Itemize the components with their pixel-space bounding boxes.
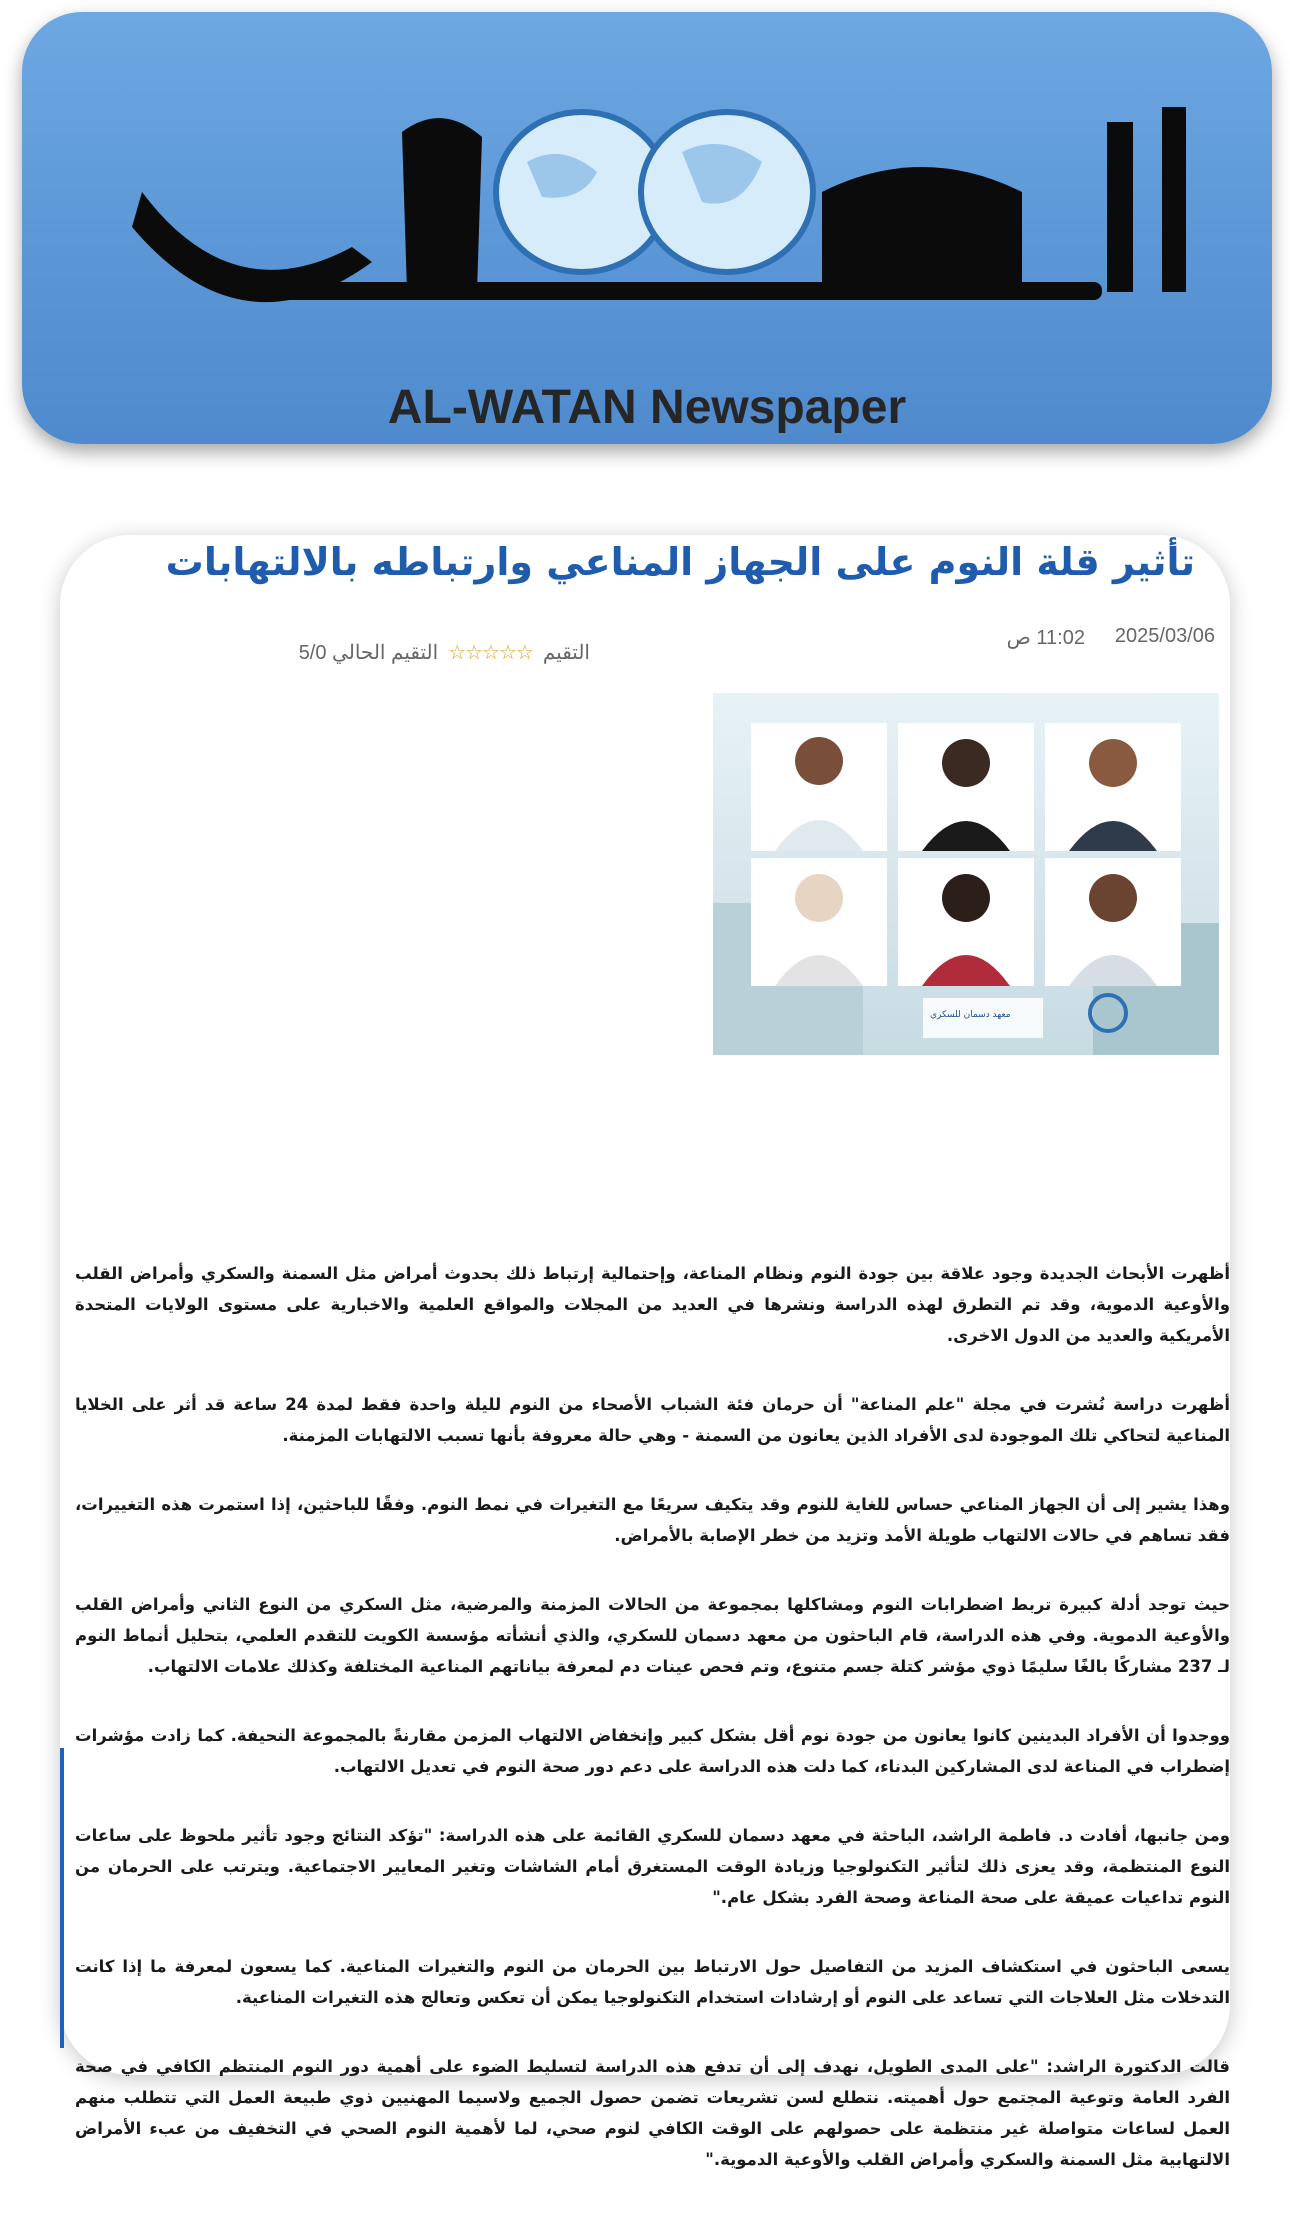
paragraph: ووجدوا أن الأفراد البدينين كانوا يعانون من جودة نوم أقل بشكل كبير وإنخفاض الالتهاب المزمن مقارنةً بالمجموعة النحيفة. كما زادت مؤشرات إضطراب في المناعة لدى المشاركين البدناء، كما دلت هذه الدراسة على دعم دور صحة النوم في تعديل الالتهاب.	[75, 1726, 1230, 1776]
rating-widget	[299, 640, 590, 665]
paragraph: أظهرت دراسة نُشرت في مجلة "علم المناعة" أن حرمان فئة الشباب الأصحاء من النوم لليلة واحدة فقط لمدة 24 ساعة قد أثر على الخلايا المناعية لتحاكي تلك الموجودة لدى الأفراد الذين يعانون من السمنة - وهي حالة معروفة بأنها تسبب الالتهابات المزمنة.	[75, 1395, 1231, 1445]
article-title: تأثير قلة النوم على الجهاز المناعي وارتباطه بالالتهابات	[165, 540, 1195, 584]
portrait-row-bottom	[751, 858, 1181, 986]
article-photo	[713, 693, 1219, 1055]
masthead-english-title: AL-WATAN Newspaper	[387, 381, 907, 434]
paragraph: وهذا يشير إلى أن الجهاز المناعي حساس للغاية للنوم وقد يتكيف سريعًا مع التغيرات في نمط النوم. وفقًا للباحثين، إذا استمرت هذه التغييرات، فقد تساهم في حالات الالتهاب طويلة الأمد وتزيد من خطر الإصابة بالأمراض.	[75, 1495, 1230, 1545]
paragraph: أظهرت الأبحاث الجديدة وجود علاقة بين جودة النوم ونظام المناعة، وإحتمالية إرتباط ذلك بحدوث أمراض مثل السمنة والسكري وأمراض القلب والأوعية الدموية، وقد تم التطرق لهذه الدراسة ونشرها في العديد من المجلات والمواقع العلمية والاخبارية على مستوى الولايات المتحدة الأمريكية والعديد من الدول الاخرى.	[75, 1264, 1230, 1345]
portrait-row-top	[751, 723, 1181, 851]
paragraph: يسعى الباحثون في استكشاف المزيد من التفاصيل حول الارتباط بين الحرمان من النوم والتغيرات المناعية. كما يسعون لمعرفة ما إذا كانت التدخلات مثل العلاجات التي تساعد على النوم أو إرشادات استخدام التكنولوجيا يمكن أن تعكس وتعالج هذه التغيرات المناعية.	[75, 1957, 1230, 2007]
paragraph: قالت الدكتورة الراشد: "على المدى الطويل، نهدف إلى أن تدفع هذه الدراسة لتسليط الضوء على أهمية دور النوم المنتظم الكافي في صحة الفرد العامة وتوعية المجتمع حول أهميته. نتطلع لسن تشريعات تضمن حصول الجميع ولاسيما المهنيين ذوي طبيعة العمل التي تتطلب منهم العمل لساعات متواصلة غير منتظمة على حصولهم على الوقت الكافي لنوم صحي، لما لأهمية النوم الصحي في التخفيف من عبء الأمراض الالتهابية مثل السمنة والسكري وأمراض القلب والأوعية الدموية."	[75, 2057, 1230, 2169]
rating-stars-icon[interactable]: ☆☆☆☆☆	[448, 642, 533, 664]
article-time: 11:02 ص	[1006, 627, 1085, 649]
paragraph: ومن جانبها، أفادت د. فاطمة الراشد، الباحثة في معهد دسمان للسكري القائمة على هذه الدراسة: "تؤكد النتائج وجود تأثير ملحوظ على ساعات النوع المنتظمة، وقد يعزى ذلك لتأثير التكنولوجيا وزيادة الوقت المستغرق أمام الشاشات وتغير المعايير الاجتماعية. ويترتب على الحرمان من النوم تداعيات عميقة على صحة المناعة وصحة الفرد بشكل عام."	[75, 1826, 1230, 1907]
rating-label: التقيم	[542, 642, 590, 664]
photo-institute-logo-text: معهد دسمان للسكري	[930, 1010, 1011, 1020]
current-rating: التقيم الحالي 5/0	[298, 642, 439, 664]
quote-accent-bar	[60, 1748, 64, 2048]
masthead-banner	[22, 12, 1272, 444]
article-body	[75, 1258, 1230, 2213]
paragraph: حيث توجد أدلة كبيرة تربط اضطرابات النوم ومشاكلها بمجموعة من الحالات المزمنة والمرضية، مثل السكري من النوع الثاني وأمراض القلب والأوعية الدموية. وفي هذه الدراسة، قام الباحثون من معهد دسمان للسكري، والذي أنشأته مؤسسة الكويت للتقدم العلمي، بتحليل أنماط النوم لـ 237 مشاركًا بالغًا سليمًا ذوي مؤشر كتلة جسم متنوع، وتم فحص عينات دم لمعرفة بياناتهم المناعية المختلفة وكذلك علامات الالتهاب.	[75, 1595, 1230, 1676]
article-date: 2025/03/06	[1114, 625, 1215, 647]
